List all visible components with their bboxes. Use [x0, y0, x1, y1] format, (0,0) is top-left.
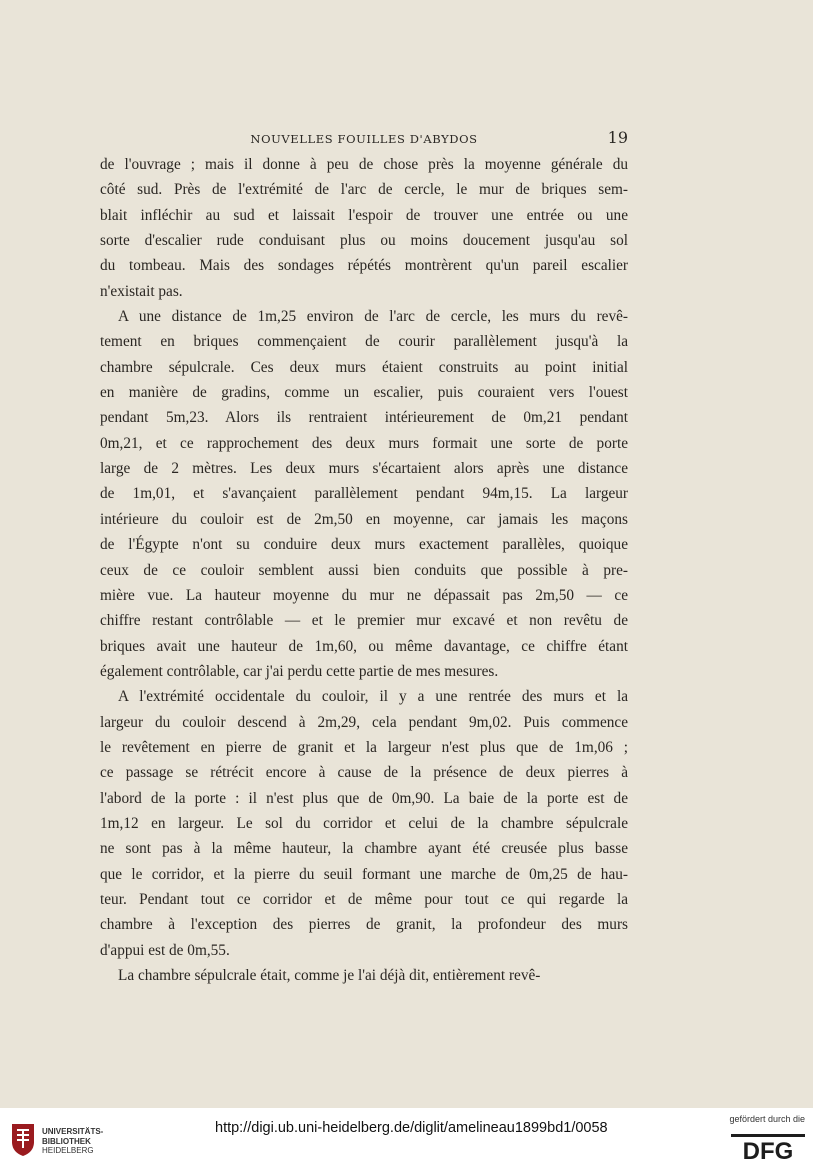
footer-bar	[0, 1108, 813, 1168]
text-line: en manière de gradins, comme un escalier, puis couraient vers l'ouest	[100, 384, 628, 402]
text-line: de l'ouvrage ; mais il donne à peu de chose près la moyenne générale du	[100, 156, 628, 173]
dfg-logo-icon	[731, 1130, 805, 1160]
text-line: La chambre sépulcrale était, comme je l'ai déjà dit, entièrement revê-	[118, 967, 541, 984]
text-line: largeur du couloir descend à 2m,29, cela pendant 9m,02. Puis commence	[100, 713, 628, 731]
text-line: ceux de ce couloir semblent aussi bien conduits que possible à pre-	[100, 561, 628, 579]
text-line: l'abord de la porte : il n'est plus que de 0m,90. La baie de la porte est de	[100, 789, 628, 807]
text-line: tement en briques commençaient de courir parallèlement jusqu'à la	[100, 333, 628, 351]
text-line: n'existait pas.	[100, 282, 183, 300]
library-line: HEIDELBERG	[42, 1146, 94, 1155]
funding-note: gefördert durch die	[729, 1114, 805, 1124]
text-line: teur. Pendant tout ce corridor et de même pour tout ce qui regarde la	[100, 890, 628, 908]
text-line: d'appui est de 0m,55.	[100, 941, 230, 959]
text-line: ce passage se rétrécit encore à cause de la présence de deux pierres à	[100, 764, 628, 782]
text-line: chambre à l'exception des pierres de granit, la profondeur des murs	[100, 916, 628, 934]
text-line: A une distance de 1m,25 environ de l'arc de cercle, les murs du revê-	[118, 308, 628, 326]
svg-text:DFG: DFG	[742, 1138, 794, 1160]
text-line: côté sud. Près de l'extrémité de l'arc de cercle, le mur de briques sem-	[100, 181, 628, 199]
text-line: que le corridor, et la pierre du seuil formant une marche de 0m,25 de hau-	[100, 865, 628, 883]
text-line: chambre sépulcrale. Ces deux murs étaient construits au point initial	[100, 358, 628, 376]
text-line: briques avait une hauteur de 1m,60, ou même davantage, ce chiffre étant	[100, 637, 628, 655]
text-line: chiffre restant contrôlable — et le premier mur excavé et non revêtu de	[100, 612, 628, 630]
library-emblem-icon	[8, 1122, 38, 1158]
text-line: pendant 5m,23. Alors ils rentraient intérieurement de 0m,21 pendant	[100, 409, 628, 427]
text-line: 0m,21, et ce rapprochement des deux murs formait une sorte de porte	[100, 434, 628, 452]
running-head	[100, 128, 628, 150]
text-line: mière vue. La hauteur moyenne du mur ne dépassait pas 2m,50 — ce	[100, 586, 628, 604]
text-line: le revêtement en pierre de granit et la largeur n'est plus que de 1m,06 ;	[100, 738, 628, 756]
text-line: également contrôlable, car j'ai perdu cette partie de mes mesures.	[100, 662, 499, 680]
text-line: blait infléchir au sud et laissait l'espoir de trouver une entrée ou une	[100, 206, 628, 224]
text-line: ne sont pas à la même hauteur, la chambre ayant été creusée plus basse	[100, 840, 628, 858]
source-url-link[interactable]: http://digi.ub.uni-heidelberg.de/diglit/amelineau1899bd1/0058	[215, 1120, 608, 1136]
funder-logo[interactable]	[715, 1114, 805, 1164]
text-line: A l'extrémité occidentale du couloir, il y a une rentrée des murs et la	[118, 688, 628, 706]
library-line: BIBLIOTHEK	[42, 1136, 91, 1146]
library-line: UNIVERSITÄTS-	[42, 1127, 104, 1136]
text-line: 1m,12 en largeur. Le sol du corridor et celui de la chambre sépulcrale	[100, 814, 628, 832]
library-logo[interactable]	[8, 1118, 118, 1164]
text-line: large de 2 mètres. Les deux murs s'écartaient alors après une distance	[100, 460, 628, 478]
running-title: NOUVELLES FOUILLES D'ABYDOS	[250, 132, 478, 146]
text-line: du tombeau. Mais des sondages répétés montrèrent qu'un pareil escalier	[100, 257, 628, 275]
text-line: de l'Égypte n'ont su conduire deux murs exactement parallèles, quoique	[100, 536, 628, 554]
text-line: intérieure du couloir est de 2m,50 en moyenne, car jamais les maçons	[100, 510, 628, 528]
library-name	[42, 1127, 103, 1156]
text-line: de 1m,01, et s'avançaient parallèlement pendant 94m,15. La largeur	[100, 485, 628, 503]
body-text	[100, 152, 628, 988]
page-number: 19	[607, 128, 628, 147]
text-line: sorte d'escalier rude conduisant plus ou moins doucement jusqu'au sol	[100, 232, 628, 250]
